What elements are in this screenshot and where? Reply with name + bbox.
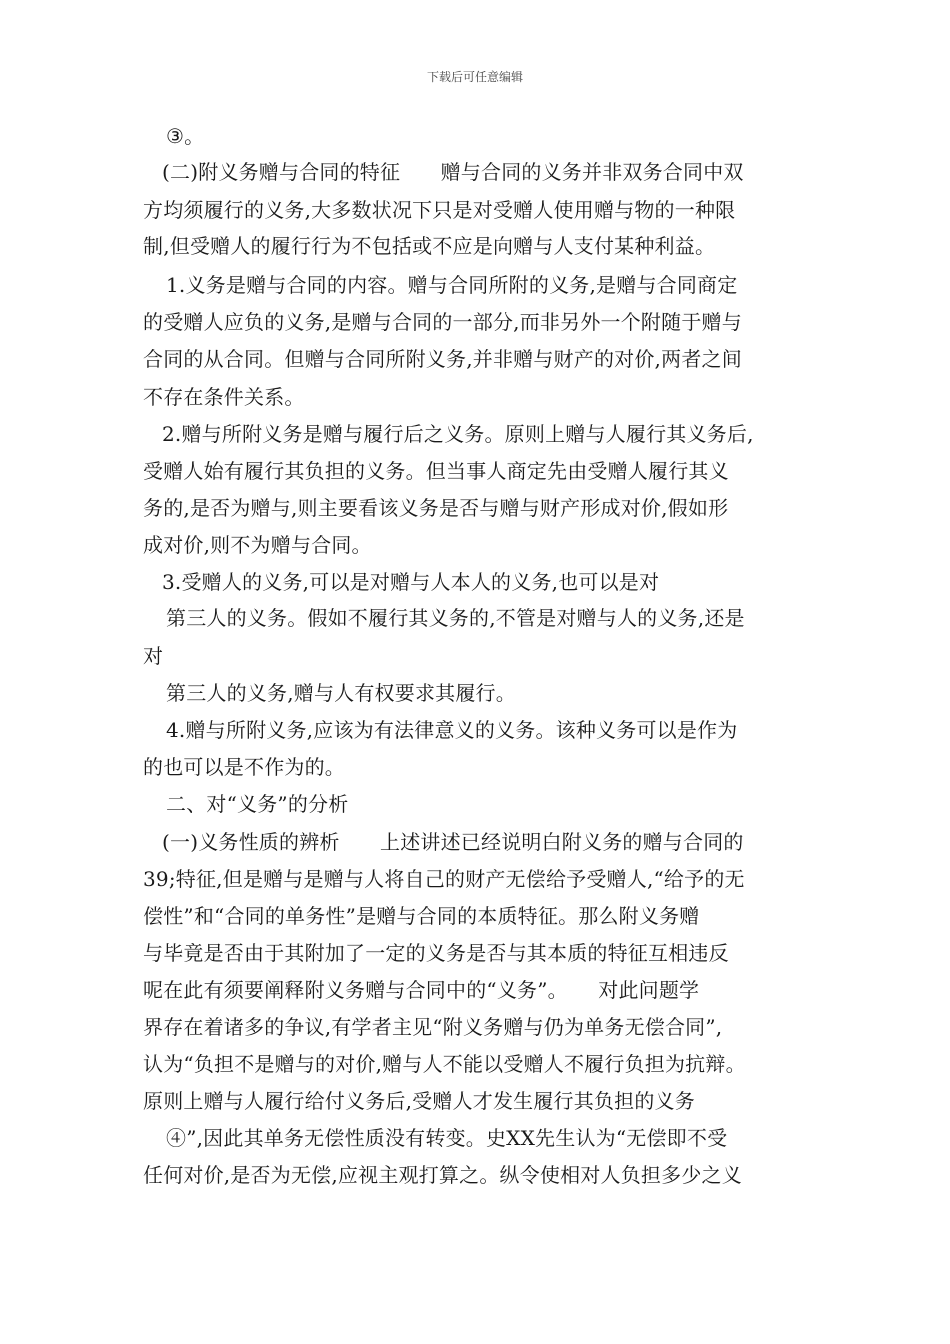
text-line: 3.受赠人的义务,可以是对赠与人本人的义务,也可以是对 [162, 570, 660, 594]
text-line: 界存在着诸多的争议,有学者主见“附义务赠与仍为单务无偿合同”, [143, 1015, 723, 1039]
text-line: 任何对价,是否为无偿,应视主观打算之。纵令使相对人负担多少之义 [143, 1163, 742, 1187]
section-heading: 二、对“义务”的分析 [166, 792, 349, 816]
text-line: (一)义务性质的辨析 上述讲述已经说明白附义务的赠与合同的 [162, 830, 744, 854]
text-line: 受赠人始有履行其负担的义务。但当事人商定先由受赠人履行其义 [143, 459, 729, 483]
text-line: 39;特征,但是赠与是赠与人将自己的财产无偿给予受赠人,“给予的无 [143, 867, 745, 891]
text-line: (二)附义务赠与合同的特征 赠与合同的义务并非双务合同中双 [162, 160, 744, 184]
text-line: 认为“负担不是赠与的对价,赠与人不能以受赠人不履行负担为抗辩。 [143, 1052, 746, 1076]
text-line: 务的,是否为赠与,则主要看该义务是否与赠与财产形成对价,假如形 [143, 496, 729, 520]
text-line: 合同的从合同。但赠与合同所附义务,并非赠与财产的对价,两者之间 [143, 347, 742, 371]
text-line: 的也可以是不作为的。 [143, 755, 345, 779]
text-line: 偿性”和“合同的单务性”是赠与合同的本质特征。那么附义务赠 [143, 904, 700, 928]
page-header: 下载后可任意编辑 [426, 70, 523, 84]
text-line: ③。 [166, 124, 205, 148]
text-line: 第三人的义务,赠与人有权要求其履行。 [166, 681, 516, 705]
text-line: 方均须履行的义务,大多数状况下只是对受赠人使用赠与物的一种限 [143, 198, 736, 222]
text-line: 第三人的义务。假如不履行其义务的,不管是对赠与人的义务,还是 [166, 606, 745, 630]
text-line: 成对价,则不为赠与合同。 [143, 533, 372, 557]
text-line: ④”,因此其单务无偿性质没有转变。史XX先生认为“无偿即不受 [166, 1126, 728, 1150]
text-line: 2.赠与所附义务是赠与履行后之义务。原则上赠与人履行其义务后, [162, 422, 754, 446]
text-line: 与毕竟是否由于其附加了一定的义务是否与其本质的特征互相违反 [143, 941, 729, 965]
text-line: 制,但受赠人的履行行为不包括或不应是向赠与人支付某种利益。 [143, 234, 716, 258]
text-line: 4.赠与所附义务,应该为有法律意义的义务。该种义务可以是作为 [166, 718, 738, 742]
text-line: 的受赠人应负的义务,是赠与合同的一部分,而非另外一个附随于赠与 [143, 310, 742, 334]
text-line: 1.义务是赠与合同的内容。赠与合同所附的义务,是赠与合同商定 [166, 273, 738, 297]
text-line: 原则上赠与人履行给付义务后,受赠人才发生履行其负担的义务 [143, 1089, 695, 1113]
text-line: 不存在条件关系。 [143, 385, 305, 409]
text-line: 呢在此有须要阐释附义务赠与合同中的“义务”。 对此问题学 [143, 978, 700, 1002]
text-line: 对 [143, 644, 164, 668]
